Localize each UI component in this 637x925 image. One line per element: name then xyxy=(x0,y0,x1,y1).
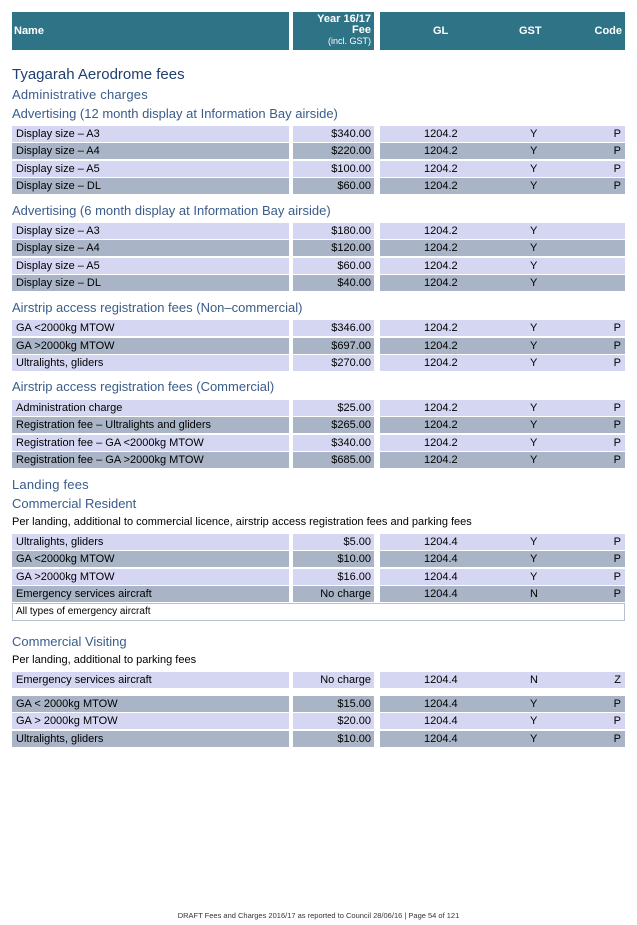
row-name: Ultralights, gliders xyxy=(12,355,289,371)
row-fee: $685.00 xyxy=(293,452,374,468)
row-fee: $346.00 xyxy=(293,320,374,336)
row-gst: Y xyxy=(530,180,538,192)
header-fee-year: Year 16/17 xyxy=(317,13,371,25)
row-gst: Y xyxy=(530,242,538,254)
admin-heading: Administrative charges xyxy=(12,87,148,102)
row-name: Display size – A5 xyxy=(12,161,289,177)
row-fee: $10.00 xyxy=(293,551,374,567)
row-name: GA <2000kg MTOW xyxy=(12,320,289,336)
row-name: Display size – A4 xyxy=(12,143,289,159)
row-gl: 1204.2 xyxy=(424,322,458,334)
table-row xyxy=(12,586,625,602)
table-row xyxy=(12,223,625,239)
table-row xyxy=(12,355,625,371)
row-gl: 1204.4 xyxy=(424,553,458,565)
row-name: Emergency services aircraft xyxy=(12,672,289,688)
row-fee: $180.00 xyxy=(293,223,374,239)
row-code: P xyxy=(613,357,621,369)
row-gl: 1204.2 xyxy=(424,437,458,449)
row-fee: $10.00 xyxy=(293,731,374,747)
table-row xyxy=(12,338,625,354)
row-gl: 1204.4 xyxy=(424,674,458,686)
row-code: P xyxy=(613,145,621,157)
row-name: Display size – A5 xyxy=(12,258,289,274)
header-gl-block xyxy=(380,12,625,50)
row-gl: 1204.2 xyxy=(424,357,458,369)
row-code: P xyxy=(613,715,621,727)
table-row xyxy=(12,731,625,747)
row-fee: $16.00 xyxy=(293,569,374,585)
row-code: P xyxy=(613,163,621,175)
row-name: GA >2000kg MTOW xyxy=(12,338,289,354)
table-row xyxy=(12,417,625,433)
row-gl: 1204.2 xyxy=(424,454,458,466)
table-row xyxy=(12,713,625,729)
header-gl: GL xyxy=(433,25,449,37)
landing-heading: Landing fees xyxy=(12,477,89,492)
row-fee: $25.00 xyxy=(293,400,374,416)
header-fee xyxy=(293,12,374,50)
row-gl: 1204.4 xyxy=(424,588,458,600)
row-fee: $697.00 xyxy=(293,338,374,354)
group-heading: Airstrip access registration fees (Commercial) xyxy=(12,379,275,394)
row-code: P xyxy=(613,180,621,192)
row-code: P xyxy=(613,733,621,745)
row-gst: Y xyxy=(530,536,538,548)
row-code: P xyxy=(613,571,621,583)
page-title: Tyagarah Aerodrome fees xyxy=(12,66,185,83)
row-gst: Y xyxy=(530,733,538,745)
row-gst: Y xyxy=(530,163,538,175)
row-gl: 1204.2 xyxy=(424,145,458,157)
row-gst: Y xyxy=(530,454,538,466)
row-name: Display size – A3 xyxy=(12,126,289,142)
row-name: Display size – A3 xyxy=(12,223,289,239)
table-row xyxy=(12,178,625,194)
row-fee: $5.00 xyxy=(293,534,374,550)
row-gl: 1204.2 xyxy=(424,260,458,272)
row-gl: 1204.4 xyxy=(424,733,458,745)
row-gl: 1204.2 xyxy=(424,128,458,140)
table-row xyxy=(12,551,625,567)
row-gl: 1204.4 xyxy=(424,715,458,727)
table-header xyxy=(12,12,625,50)
row-name: GA > 2000kg MTOW xyxy=(12,713,289,729)
header-name: Name xyxy=(12,12,289,50)
group-heading: Airstrip access registration fees (Non–commercial) xyxy=(12,300,303,315)
row-gst: Y xyxy=(530,571,538,583)
header-fee-note: (incl. GST) xyxy=(327,36,371,46)
row-name: GA <2000kg MTOW xyxy=(12,551,289,567)
row-gst: Y xyxy=(530,322,538,334)
resident-note: All types of emergency aircraft xyxy=(12,603,625,621)
row-name: Ultralights, gliders xyxy=(12,731,289,747)
row-fee: $220.00 xyxy=(293,143,374,159)
row-gst: Y xyxy=(530,128,538,140)
row-gst: Y xyxy=(530,340,538,352)
row-fee: $100.00 xyxy=(293,161,374,177)
row-gl: 1204.2 xyxy=(424,180,458,192)
row-code: P xyxy=(613,322,621,334)
table-row xyxy=(12,452,625,468)
row-fee: $15.00 xyxy=(293,696,374,712)
table-row xyxy=(12,275,625,291)
row-gl: 1204.4 xyxy=(424,571,458,583)
row-code: P xyxy=(613,128,621,140)
header-code: Code xyxy=(594,25,622,37)
row-gst: Y xyxy=(530,277,538,289)
visiting-heading: Commercial Visiting xyxy=(12,634,127,649)
row-name: Display size – A4 xyxy=(12,240,289,256)
header-gst: GST xyxy=(519,25,542,37)
visiting-description: Per landing, additional to parking fees xyxy=(12,654,197,666)
row-name: Display size – DL xyxy=(12,275,289,291)
row-name: Registration fee – GA <2000kg MTOW xyxy=(12,435,289,451)
group-heading: Advertising (12 month display at Information Bay airside) xyxy=(12,106,338,121)
row-code: P xyxy=(613,340,621,352)
row-fee: $270.00 xyxy=(293,355,374,371)
row-fee: $120.00 xyxy=(293,240,374,256)
table-row xyxy=(12,258,625,274)
row-name: Registration fee – GA >2000kg MTOW xyxy=(12,452,289,468)
row-gl: 1204.2 xyxy=(424,402,458,414)
header-fee-label: Fee xyxy=(352,24,371,36)
row-gl: 1204.4 xyxy=(424,536,458,548)
table-row xyxy=(12,435,625,451)
row-gst: Y xyxy=(530,715,538,727)
row-fee: $340.00 xyxy=(293,126,374,142)
table-row xyxy=(12,143,625,159)
table-row xyxy=(12,320,625,336)
row-fee: $60.00 xyxy=(293,258,374,274)
table-row xyxy=(12,126,625,142)
table-row xyxy=(12,672,625,688)
row-code: P xyxy=(613,536,621,548)
row-gl: 1204.2 xyxy=(424,340,458,352)
table-row xyxy=(12,696,625,712)
row-fee: No charge xyxy=(293,586,374,602)
row-fee: No charge xyxy=(293,672,374,688)
row-name: GA < 2000kg MTOW xyxy=(12,696,289,712)
row-name: GA >2000kg MTOW xyxy=(12,569,289,585)
table-row xyxy=(12,240,625,256)
row-gst: Y xyxy=(530,145,538,157)
resident-heading: Commercial Resident xyxy=(12,496,137,511)
row-name: Ultralights, gliders xyxy=(12,534,289,550)
row-gst: N xyxy=(530,588,538,600)
row-fee: $40.00 xyxy=(293,275,374,291)
row-gl: 1204.2 xyxy=(424,242,458,254)
row-gst: Y xyxy=(530,437,538,449)
resident-description: Per landing, additional to commercial licence, airstrip access registration fees and parking fees xyxy=(12,516,472,528)
row-gl: 1204.2 xyxy=(424,277,458,289)
row-fee: $60.00 xyxy=(293,178,374,194)
row-gl: 1204.2 xyxy=(424,163,458,175)
table-row xyxy=(12,569,625,585)
row-gst: Y xyxy=(530,260,538,272)
row-gl: 1204.2 xyxy=(424,419,458,431)
row-gst: Y xyxy=(530,419,538,431)
row-fee: $20.00 xyxy=(293,713,374,729)
row-gst: Y xyxy=(530,698,538,710)
table-row xyxy=(12,161,625,177)
row-fee: $340.00 xyxy=(293,435,374,451)
row-gl: 1204.2 xyxy=(424,225,458,237)
row-code: P xyxy=(613,588,621,600)
row-name: Display size – DL xyxy=(12,178,289,194)
row-code: P xyxy=(613,419,621,431)
row-gst: Y xyxy=(530,357,538,369)
row-gst: Y xyxy=(530,402,538,414)
row-fee: $265.00 xyxy=(293,417,374,433)
page-footer: DRAFT Fees and Charges 2016/17 as reported to Council 28/06/16 | Page 54 of 121 xyxy=(177,911,460,920)
row-code: P xyxy=(613,698,621,710)
row-gst: Y xyxy=(530,553,538,565)
table-row xyxy=(12,534,625,550)
row-name: Administration charge xyxy=(12,400,289,416)
row-gl: 1204.4 xyxy=(424,698,458,710)
row-name: Registration fee – Ultralights and gliders xyxy=(12,417,289,433)
row-name: Emergency services aircraft xyxy=(12,586,289,602)
row-code: P xyxy=(613,454,621,466)
group-heading: Advertising (6 month display at Information Bay airside) xyxy=(12,203,331,218)
row-code: P xyxy=(613,553,621,565)
row-code: P xyxy=(613,402,621,414)
row-code: P xyxy=(613,437,621,449)
row-gst: N xyxy=(530,674,538,686)
table-row xyxy=(12,400,625,416)
row-gst: Y xyxy=(530,225,538,237)
row-code: Z xyxy=(614,674,621,686)
